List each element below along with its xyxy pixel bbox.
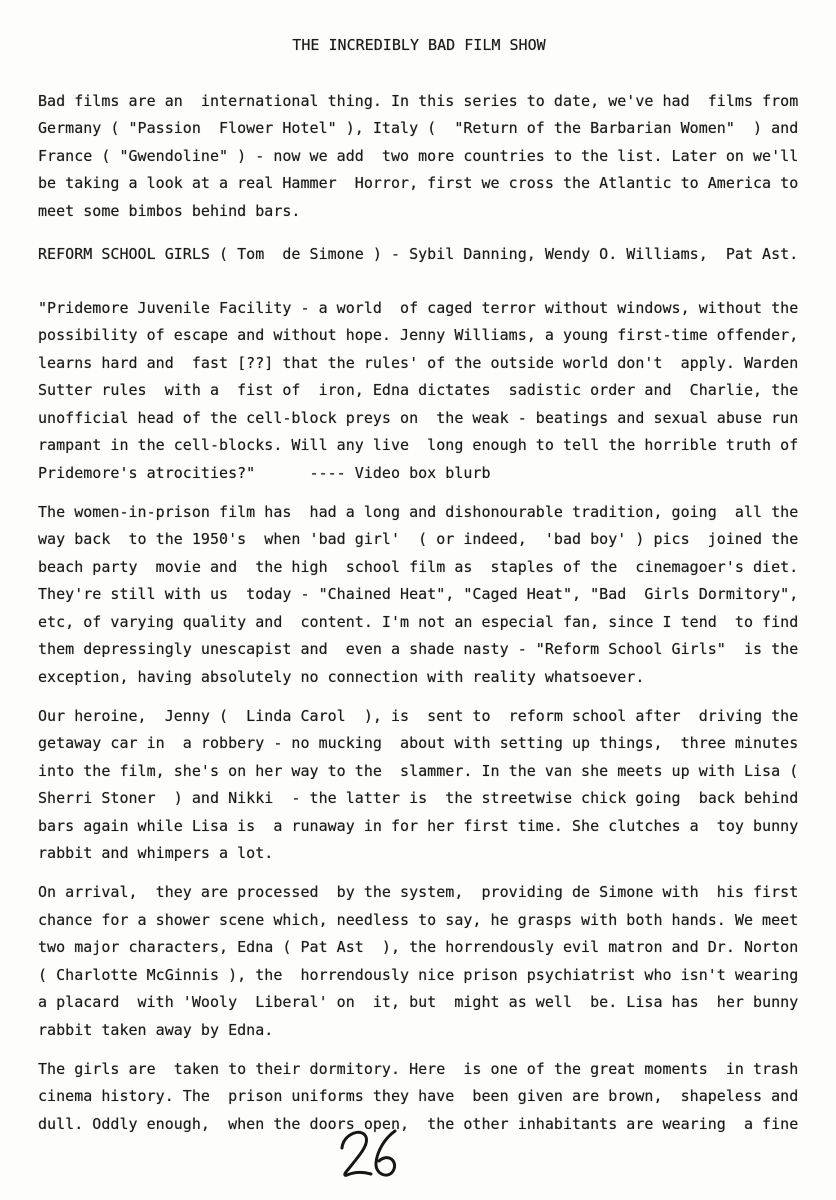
- text-line: possibility of escape and without hope. Jenny Williams, a young first-time offender,: [38, 326, 799, 344]
- digit-6-stroke: [376, 1131, 395, 1175]
- text-line: meet some bimbos behind bars.: [38, 201, 301, 220]
- text-line: rabbit and whimpers a lot.: [38, 844, 274, 862]
- text-line: getaway car in a robbery - no mucking about with setting up things, three minutes: [38, 734, 799, 752]
- text-line: unofficial head of the cell-block preys on the weak - beatings and sexual abuse run: [38, 408, 799, 427]
- text-line: The girls are taken to their dormitory. Here is one of the great moments in trash: [38, 1059, 799, 1078]
- text-line: into the film, she's on her way to the slammer. In the van she meets up with Lisa (: [38, 761, 799, 780]
- digit-2-stroke: [342, 1132, 371, 1175]
- paragraph-arrival: [38, 879, 800, 1044]
- text-line: rabbit taken away by Edna.: [38, 1020, 274, 1039]
- paragraph-film-credit: [38, 241, 800, 269]
- text-line: Sherri Stoner ) and Nikki - the latter is the streetwise chick going back behind: [38, 789, 799, 807]
- text-line: bars again while Lisa is a runaway in for her first time. She clutches a toy bunny: [38, 816, 799, 835]
- text-line: a placard with 'Wooly Liberal' on it, but might as well be. Lisa has her bunny: [38, 993, 799, 1011]
- paragraph-dormitory: [38, 1056, 800, 1139]
- text-line: learns hard and fast [??] that the rules' of the outside world don't apply. Warden: [38, 353, 799, 372]
- text-line: be taking a look at a real Hammer Horror, first we cross the Atlantic to America to: [38, 174, 799, 192]
- text-line: The women-in-prison film has had a long and dishonourable tradition, going all the: [38, 502, 799, 521]
- text-line: cinema history. The prison uniforms they have been given are brown, shapeless and: [38, 1087, 799, 1105]
- document-body: [38, 32, 800, 1150]
- text-line: exception, having absolutely no connection with reality whatsoever.: [38, 667, 645, 686]
- text-line: two major characters, Edna ( Pat Ast ), the horrendously evil matron and Dr. Norton: [38, 938, 799, 956]
- text-line: etc, of varying quality and content. I'm not an especial fan, since I tend to find: [38, 612, 799, 631]
- paragraph-intro: [38, 88, 800, 226]
- paragraph-video-box-blurb: [38, 295, 800, 488]
- paragraph-heroine: [38, 703, 800, 868]
- text-line: chance for a shower scene which, needless to say, he grasps with both hands. We meet: [38, 910, 799, 929]
- page-title: [38, 32, 800, 60]
- text-line: Pridemore's atrocities?" ---- Video box blurb: [38, 463, 491, 482]
- text-line: Germany ( "Passion Flower Hotel" ), Italy ( "Return of the Barbarian Women" ) and: [38, 119, 799, 137]
- text-line: dull. Oddly enough, when the doors open, the other inhabitants are wearing a fine: [38, 1114, 799, 1133]
- text-line: rampant in the cell-blocks. Will any live long enough to tell the horrible truth of: [38, 436, 799, 454]
- text-line: them depressingly unescapist and even a shade nasty - "Reform School Girls" is the: [38, 640, 799, 658]
- page-title-text: THE INCREDIBLY BAD FILM SHOW: [292, 36, 546, 54]
- page-number-handwritten: [333, 1124, 413, 1188]
- text-line: beach party movie and the high school film as staples of the cinemagoer's diet.: [38, 557, 799, 576]
- text-line: way back to the 1950's when 'bad girl' ( or indeed, 'bad boy' ) pics joined the: [38, 530, 799, 548]
- text-line: "Pridemore Juvenile Facility - a world of caged terror without windows, without the: [38, 298, 799, 317]
- paragraph-wip-tradition: [38, 499, 800, 692]
- text-line: They're still with us today - "Chained Heat", "Caged Heat", "Bad Girls Dormitory",: [38, 585, 799, 603]
- text-line: France ( "Gwendoline" ) - now we add two more countries to the list. Later on we'll: [38, 146, 799, 165]
- text-line: Sutter rules with a fist of iron, Edna dictates sadistic order and Charlie, the: [38, 381, 799, 399]
- text-line: Our heroine, Jenny ( Linda Carol ), is sent to reform school after driving the: [38, 706, 799, 725]
- handwriting-26-icon: [333, 1124, 413, 1188]
- text-line: Bad films are an international thing. In this series to date, we've had films from: [38, 91, 799, 110]
- text-line: REFORM SCHOOL GIRLS ( Tom de Simone ) - Sybil Danning, Wendy O. Williams, Pat Ast.: [38, 245, 799, 263]
- text-line: ( Charlotte McGinnis ), the horrendously nice prison psychiatrist who isn't wearing: [38, 965, 799, 984]
- text-line: On arrival, they are processed by the system, providing de Simone with his first: [38, 883, 799, 901]
